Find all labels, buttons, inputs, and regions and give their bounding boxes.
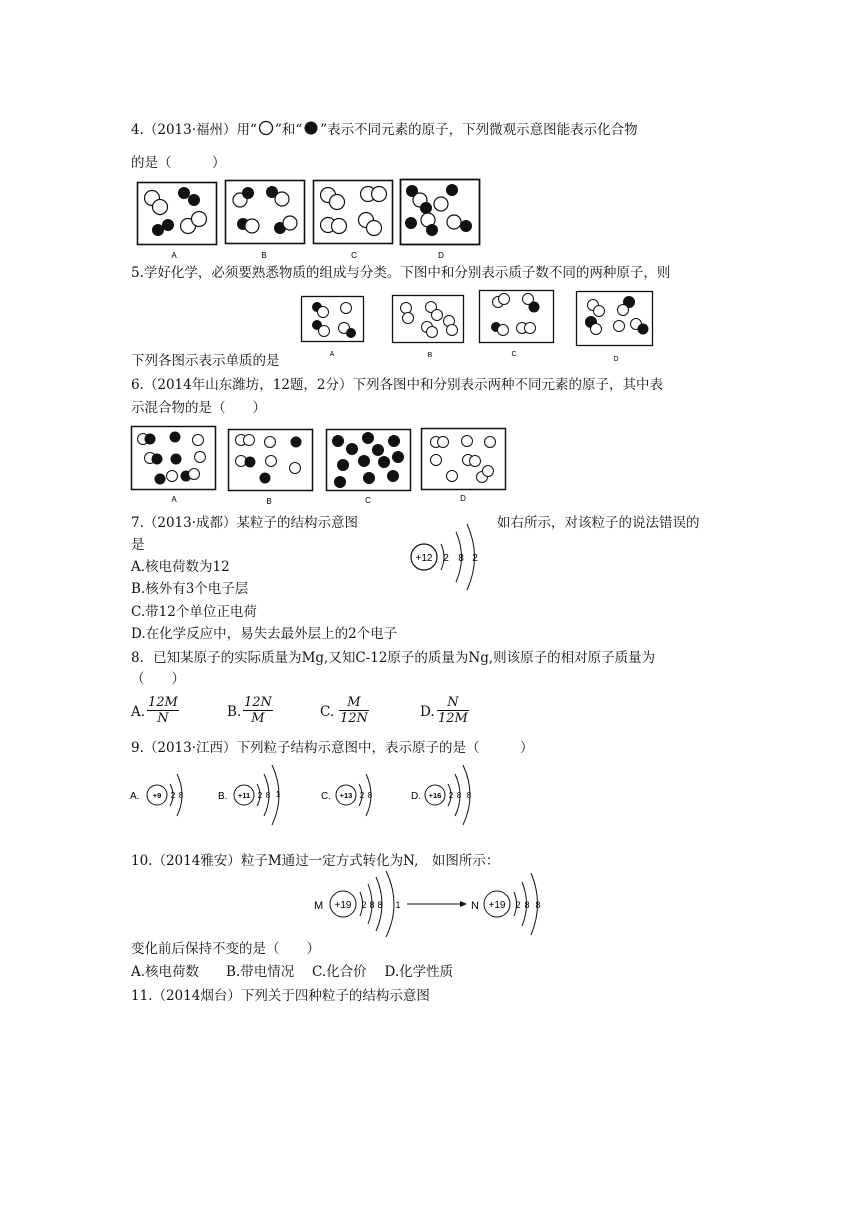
q8-option-a-label: A. [131,704,146,720]
q8-option-a-numerator: 12M [148,695,178,710]
q10-line1: 10.（2014雅安）粒子M通过一定方式转化为N, 如图所示： [131,853,500,869]
black-atom-icon [302,120,320,136]
q5-line2: 下列各图示表示单质的是 [131,353,280,369]
q5-label-c: C [511,351,517,358]
q6-line1: 6.（2014年山东潍坊，12题，2分）下列各图中和分别表示两种不同元素的原子，其中表 [131,377,664,393]
q9-option-d-shell-3: 8 [466,791,472,800]
q9-option-a-shell-1: 2 [170,791,176,800]
q10-n-label: N [471,900,479,912]
q7-line2: 是 [131,537,145,553]
q5-label-b: B [427,352,433,359]
q4-option-b-box [226,181,305,244]
q4-label-a: A [171,251,177,260]
q7-option-c: C.带12个单位正电荷 [131,604,257,620]
q9-option-d-shell-1: 2 [448,791,454,800]
q7-option-a: A.核电荷数为12 [131,559,230,575]
q9-option-d [411,765,472,825]
q10-transformation-diagram [310,870,560,940]
q5-option-a-box [302,297,364,342]
q9-option-b-label: B. [218,791,228,802]
q7-shell-3: 2 [472,553,478,564]
q8-option-c-fraction [339,695,369,726]
q6-option-b-box [229,430,313,491]
q10-m-shell-1: 2 [361,900,367,910]
q8-option-b-denominator: M [251,711,265,726]
q9-option-d-label: D. [411,791,421,802]
q9-option-c-shell-2: 8 [367,791,373,800]
q6-option-c-box [327,430,411,491]
q7-shell-2: 8 [458,553,464,564]
q5-option-b-box [393,296,464,343]
q6-label-b: B [266,497,272,506]
q8-option-c-denominator: 12N [340,711,368,726]
q8-option-c-numerator: M [339,695,369,711]
q8-option-d-denominator: 12M [438,711,468,726]
q10-n-shell-1: 2 [515,900,521,910]
q10-m-label: M [314,900,324,912]
q8-option-a-denominator: N [157,711,169,726]
q4-prefix: 4.（2013·福州）用“ [131,122,257,138]
q9-option-d-nucleus: +16 [428,791,442,800]
q10-n-nucleus: +19 [488,900,506,911]
q4-label-d: D [438,251,444,260]
q9-option-b-shell-3: 1 [275,790,281,799]
q9-option-c [321,774,373,816]
q4-figure [136,178,482,260]
q4-line2: 的是（ ） [131,155,226,171]
q9-option-c-label: C. [321,791,331,802]
q9-option-a [130,774,184,816]
q4-label-c: C [351,251,357,260]
q8-option-d-fraction [437,695,469,726]
q10-m-shell-4: 1 [395,900,401,910]
q9-option-a-shell-2: 8 [178,791,184,800]
q8-option-a-fraction [147,695,179,726]
q10-line2: 变化前后保持不变的是（ ） [131,941,320,957]
q9-option-a-nucleus: +9 [152,791,162,800]
q5-label-d: D [613,356,619,363]
q7-structure-diagram [405,520,500,600]
q6-figure [130,424,510,506]
q5-option-c-box [480,291,554,343]
q10-n-shell-2: 8 [524,900,530,910]
arrow-head-icon [460,901,467,907]
q7-shell-1: 2 [443,553,449,564]
q6-line2: 示混合物的是（ ） [131,400,266,416]
q10-n-shell-3: 8 [535,900,541,910]
q5-line1: 5.学好化学，必须要熟悉物质的组成与分类。下图中和分别表示质子数不同的两种原子，则 [131,265,671,281]
q6-label-d: D [460,494,466,503]
q4-option-c-box [314,181,393,244]
q9-option-b-nucleus: +11 [237,791,251,800]
q10-m-nucleus: +19 [334,900,352,911]
q10-m-shell-2: 8 [369,900,375,910]
q4-mid: ”和“ [274,122,303,138]
q4-option-d-box [401,180,480,245]
q4-label-b: B [261,251,267,260]
q9-option-a-label: A. [130,791,140,802]
q8-option-d-numerator: N [437,695,469,711]
q9-option-b-shell-1: 2 [257,791,263,800]
q5-figure [300,288,656,366]
q6-label-c: C [365,496,371,505]
q9-line1: 9.（2013·江西）下列粒子结构示意图中，表示原子的是（ ） [131,740,534,756]
q6-label-a: A [171,495,177,504]
q9-option-c-shell-1: 2 [359,791,365,800]
q7-option-b: B.核外有3个电子层 [131,581,249,597]
q8-option-d-label: D. [420,704,435,720]
q11-line1: 11.（2014烟台）下列关于四种粒子的结构示意图 [131,988,430,1004]
q6-option-d-box [422,429,506,490]
q5-option-d-box [577,292,653,346]
q8-line2: （ ） [131,671,185,687]
q10-m-shell-3: 8 [377,900,383,910]
q7-line1b: 如右所示，对该粒子的说法错误的 [497,515,700,531]
q9-option-c-nucleus: +13 [339,791,353,800]
q8-line1: 8．已知某原子的实际质量为Mg,又知C-12原子的质量为Ng,则该原子的相对原子质量为 [131,650,656,666]
q7-line1a: 7.（2013·成都）某粒子的结构示意图 [131,515,359,531]
q8-option-b-label: B. [227,704,242,720]
q8-option-c-label: C. [320,704,335,720]
white-atom-icon [257,120,275,136]
q9-figure [130,760,490,832]
q4-suffix: ”表示不同元素的原子，下列微观示意图能表示化合物 [320,122,638,138]
q4-line1 [131,120,638,139]
q9-option-b [218,765,281,825]
q10-options: A.核电荷数 B.带电情况 C.化合价 D.化学性质 [131,964,454,980]
q9-option-b-shell-2: 8 [265,791,271,800]
q7-nucleus: +12 [415,553,433,564]
q5-label-a: A [329,351,335,358]
q8-option-b-fraction [243,695,273,726]
q8-option-b-numerator: 12N [244,695,272,710]
q7-option-d: D.在化学反应中，易失去最外层上的2个电子 [131,626,398,642]
q4-option-a-box [138,183,217,245]
q9-option-d-shell-2: 8 [456,791,462,800]
q6-option-a-box [132,427,216,490]
